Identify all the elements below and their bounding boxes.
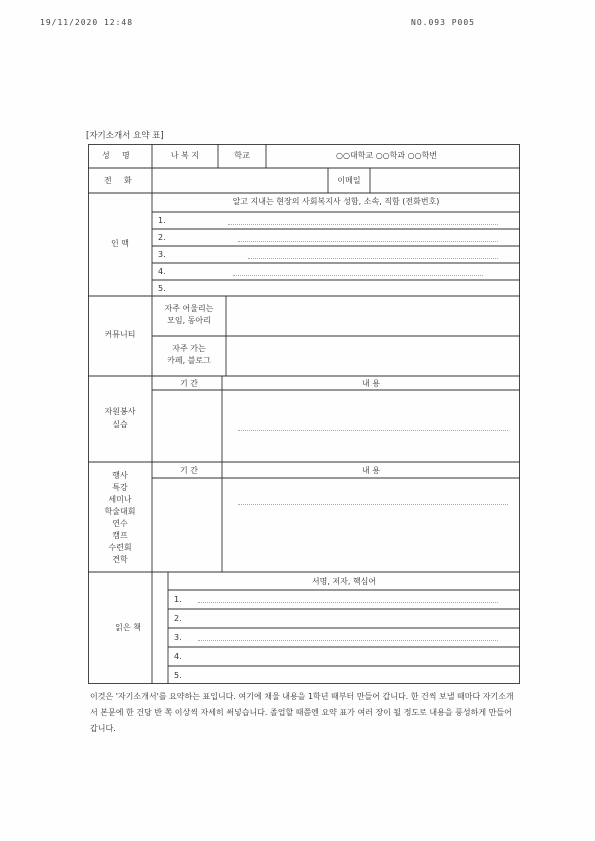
events-label: 특강	[112, 483, 128, 492]
school-label: 학교	[234, 151, 250, 160]
personnel-item: 4.	[158, 267, 166, 276]
fax-datetime: 19/11/2020 12:48	[40, 18, 134, 27]
events-label: 캠프	[112, 531, 128, 540]
volunteer-label-line1: 자원봉사	[104, 407, 136, 416]
personnel-item: 1.	[158, 216, 166, 225]
scan-artifact	[248, 258, 498, 259]
events-label: 학술대회	[104, 507, 136, 516]
personnel-label: 인 맥	[111, 239, 129, 248]
personnel-item: 3.	[158, 250, 166, 259]
books-header: 서명, 저자, 핵심어	[311, 577, 377, 586]
name-label-2: 명	[122, 151, 130, 160]
scan-artifact	[238, 430, 508, 431]
email-label: 이메일	[337, 176, 361, 185]
book-item: 5.	[174, 671, 182, 680]
events-label: 견학	[112, 555, 128, 564]
community-sub1-line1: 자주 어울리는	[164, 304, 214, 313]
events-label: 수련회	[108, 543, 132, 552]
phone-label-2: 화	[124, 176, 132, 185]
scan-artifact	[238, 504, 508, 505]
personnel-item: 5.	[158, 284, 166, 293]
scan-artifact	[198, 640, 498, 641]
phone-label-1: 전	[104, 176, 112, 185]
community-sub2-line1: 자주 가는	[172, 344, 206, 353]
scan-artifact	[228, 224, 498, 225]
volunteer-period-header: 기 간	[180, 379, 198, 388]
book-item: 1.	[174, 595, 182, 604]
summary-table	[88, 144, 520, 684]
scan-artifact	[233, 275, 483, 276]
community-sub2-line2: 카페, 블로그	[167, 356, 211, 365]
school-value: ○○대학교 ○○학과 ○○학번	[336, 151, 438, 160]
volunteer-label-line2: 실습	[112, 420, 128, 429]
community-sub1-line2: 모임, 동아리	[167, 316, 211, 325]
book-item: 4.	[174, 652, 182, 661]
book-item: 3.	[174, 633, 182, 642]
form-title: [자기소개서 요약 표]	[86, 131, 164, 141]
footer-note: 이것은 '자기소개서'를 요약하는 표입니다. 여기에 채울 내용을 1학년 때부터 만들어 갑니다. 한 건씩 보낼 때마다 자기소개서 본문에 한 건당 반 쪽 이상씩 자세히 써넣습니다. 졸업할 때쯤엔 요약 표가 여러 장이 될 정도로 내용을 풍성하게 만들어 갑니다.	[90, 692, 514, 733]
table-grid	[88, 144, 520, 684]
personnel-header: 알고 지내는 현장의 사회복지사 성함, 소속, 직함 (전화번호)	[232, 197, 440, 206]
personnel-item: 2.	[158, 233, 166, 242]
events-label: 행사	[112, 471, 128, 480]
book-item: 2.	[174, 614, 182, 623]
events-period-header: 기 간	[180, 466, 198, 475]
scan-artifact	[198, 602, 498, 603]
volunteer-content-header: 내 용	[362, 379, 380, 388]
events-label: 세미나	[108, 495, 132, 504]
name-label-1: 성	[102, 151, 110, 160]
community-label: 커뮤니티	[104, 330, 136, 339]
events-label: 연수	[112, 519, 128, 528]
events-content-header: 내 용	[362, 466, 380, 475]
books-label: 읽은 책	[115, 623, 141, 632]
scan-artifact	[238, 241, 498, 242]
name-value: 나 복 지	[170, 151, 200, 160]
fax-page-number: NO.093 P005	[411, 18, 475, 27]
